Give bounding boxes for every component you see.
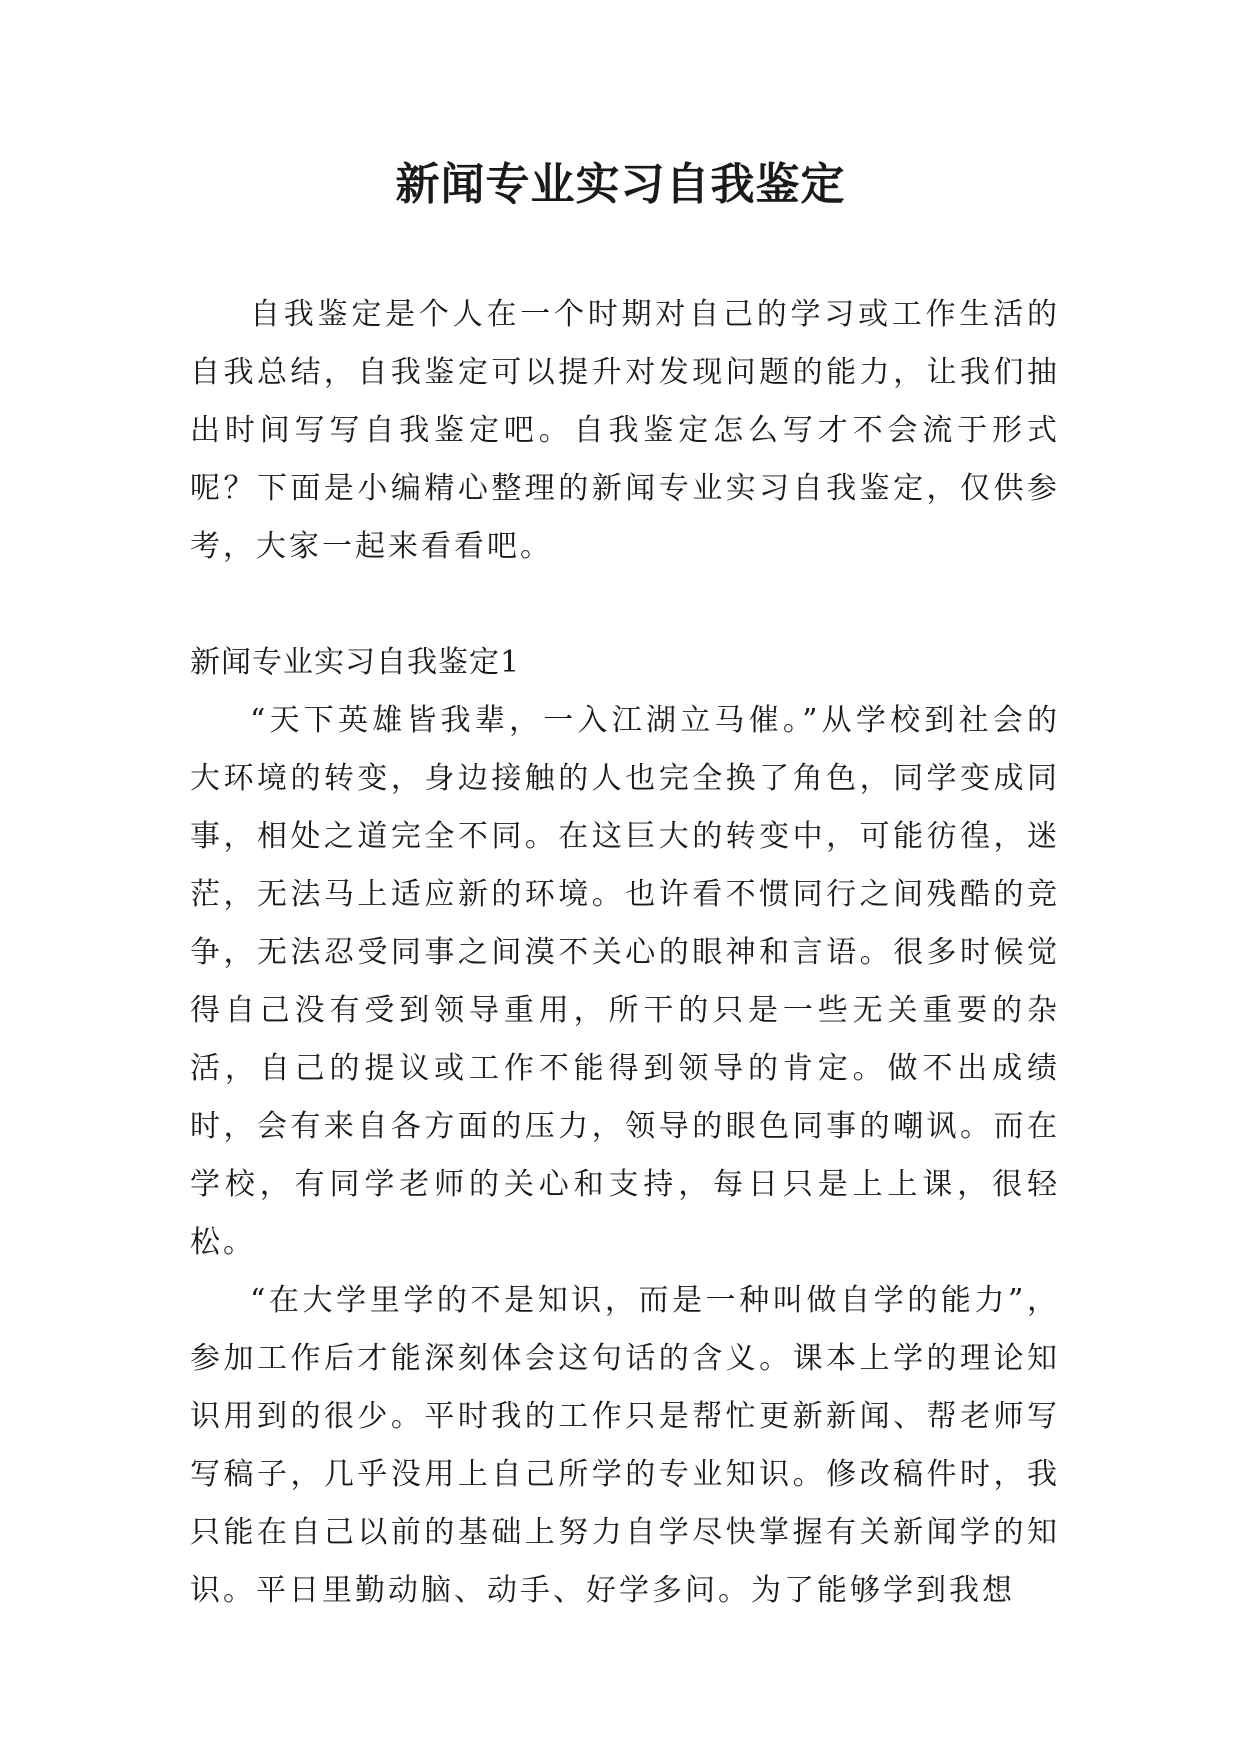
intro-paragraph: 自我鉴定是个人在一个时期对自己的学习或工作生活的自我总结，自我鉴定可以提升对发现问题的能力，让我们抽出时间写写自我鉴定吧。自我鉴定怎么写才不会流于形式呢？下面是小编精心整理的新闻专业实习自我鉴定，仅供参考，大家一起来看看吧。: [190, 297, 1060, 564]
body-paragraph: “天下英雄皆我辈，一入江湖立马催。”从学校到社会的大环境的转变，身边接触的人也完全换了角色，同学变成同事，相处之道完全不同。在这巨大的转变中，可能彷徨，迷茫，无法马上适应新的环境。也许看不惯同行之间残酷的竞争，无法忍受同事之间漠不关心的眼神和言语。很多时候觉得自己没有受到领导重用，所干的只是一些无关重要的杂活，自己的提议或工作不能得到领导的肯定。做不出成绩时，会有来自各方面的压力，领导的眼色同事的嘲讽。而在学校，有同学老师的关心和支持，每日只是上上课，很轻松。: [190, 703, 1060, 1260]
body-paragraph: “在大学里学的不是知识，而是一种叫做自学的能力”，参加工作后才能深刻体会这句话的含义。课本上学的理论知识用到的很少。平时我的工作只是帮忙更新新闻、帮老师写写稿子，几乎没用上自己所学的专业知识。修改稿件时，我只能在自己以前的基础上努力自学尽快掌握有关新闻学的知识。平日里勤动脑、动手、好学多问。为了能够学到我想: [190, 1283, 1060, 1608]
document-title: 新闻专业实习自我鉴定: [395, 159, 846, 210]
section-heading: 新闻专业实习自我鉴定1: [190, 645, 521, 680]
document-body: [190, 286, 1060, 1620]
